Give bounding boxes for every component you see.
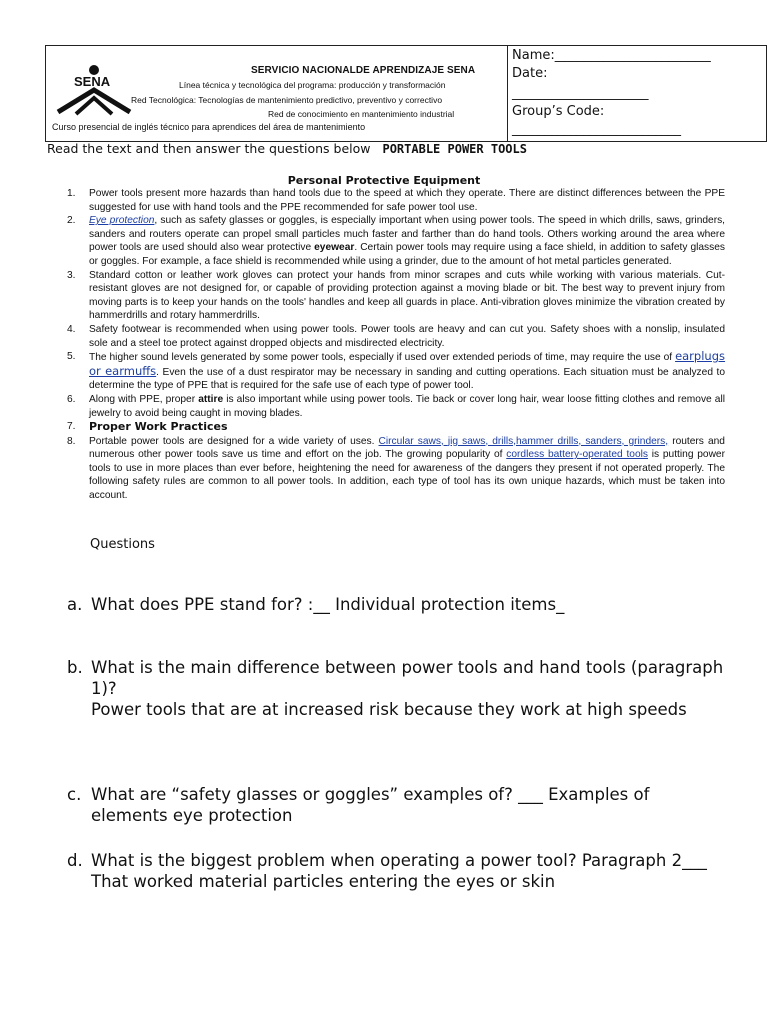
questions-heading: Questions (90, 537, 155, 552)
instruction-line (47, 141, 527, 156)
subheading-work-practices: Proper Work Practices (89, 420, 228, 434)
group-code-field[interactable]: __________________________ (512, 122, 681, 137)
list-item: 3. Standard cotton or leather work gloves can protect your hands from minor scrapes and cuts while working with various materials. Cut-resistant gloves are not designed for, or capable of providing protection against a moving blade or bit. The best way to prevent injury from moving parts is to keep your hands on the tools' handles and keep all guards in place. Anti-vibration gloves minimize the vibration created by hammerdrills and rotary hammerdrills. (67, 269, 725, 322)
date-label: Date: (512, 66, 548, 81)
header-institution-cell (46, 46, 508, 141)
date-field[interactable]: _____________________ (512, 86, 649, 101)
question-d: d. What is the biggest problem when operating a power tool? Paragraph 2___ That worked material particles entering the eyes or skin (67, 851, 707, 891)
tool-types-link[interactable]: Circular saws, jig saws, drills,hammer drills, sanders, grinders, (378, 435, 669, 447)
svg-text:SENA: SENA (74, 74, 111, 89)
cordless-tools-link[interactable]: cordless battery-operated tools (506, 449, 648, 461)
paragraph-list (67, 187, 725, 503)
section-title: Personal Protective Equipment (287, 174, 481, 187)
name-field[interactable]: Name:________________________ (512, 48, 711, 63)
header-line-knowledge: Red de conocimiento en mantenimiento industrial (268, 109, 455, 119)
list-item: 1. Power tools present more hazards than hand tools due to the speed at which they operate. There are distinct differences between the PPE suggested for use with hand tools and the PPE recommended for safe power tool use. (67, 188, 725, 213)
institution-name: SERVICIO NACIONALDE APRENDIZAJE SENA (251, 65, 476, 76)
list-item: 8. Portable power tools are designed for a wide variety of uses. Circular saws, jig saws, drills,hammer drills, sanders, grinders, routers and numerous other power tools save us time and effort on the job. The growing popularity of cordless battery-operated tools is putting power tools to use in more places than ever before, heightening the need for awareness of the dangers they present if not operated properly. The following safety rules are common to all power tools. In addition, each type of tool has its own unique hazards, which must be taken into account. (67, 435, 725, 502)
eye-protection-link[interactable]: Eye protection (89, 215, 155, 227)
topic-title: PORTABLE POWER TOOLS (382, 142, 527, 156)
list-item: 7. Proper Work Practices (67, 420, 228, 434)
instruction-text: Read the text and then answer the questions below (47, 141, 371, 156)
earplugs-link[interactable]: earplugs or earmuffs (89, 349, 725, 378)
question-a: a. What does PPE stand for? :__ Individual protection items_ (67, 595, 565, 614)
list-item: 6. Along with PPE, proper attire is also important while using power tools. Tie back or cover long hair, wear loose fitting clothes and remove all jewelry to avoid being caught in moving blades. (67, 393, 725, 419)
answer-b: Power tools that are at increased risk because they work at high speeds (91, 700, 687, 719)
question-c: c. What are “safety glasses or goggles” examples of? ___ Examples of elements eye protection (67, 785, 650, 825)
header-line-network: Red Tecnológica: Tecnologías de mantenimiento predictivo, preventivo y correctivo (131, 95, 443, 105)
header-line-technical: Línea técnica y tecnológica del programa: producción y transformación (179, 80, 446, 90)
question-b: b. What is the main difference between power tools and hand tools (paragraph 1)? Power tools that are at increased risk because they work at high speeds (67, 657, 727, 720)
course-name: Curso presencial de inglés técnico para aprendices del área de mantenimiento (52, 122, 366, 132)
list-item: 5. The higher sound levels generated by some power tools, especially if used over extended periods of time, may require the use of earplugs or earmuffs. Even the use of a dust respirator may be necessary in sanding and cutting operations. Each situation must be analyzed to determine the type of PPE that is required for the safe use of each type of power tool. (67, 349, 725, 392)
list-item: 2. Eye protection, such as safety glasses or goggles, is especially important when using power tools. The speed in which drills, saws, grinders, sanders and routers operate can propel small particles much faster and farther than do hand tools. Others working around the area where power tools are used should also wear protective eyewear. Certain power tools may require using a face shield, in addition to safety glasses or goggles. For example, a face shield is recommended while using a grinder, due to the amount of hot metal particles generated. (67, 215, 726, 267)
header-fields-cell (508, 46, 766, 141)
list-item: 4. Safety footwear is recommended when using power tools. Power tools are heavy and can cut you. Safety shoes with a nonslip, insulated sole and a steel toe protect against dropped objects and misdirected electricity. (67, 323, 725, 349)
group-code-label: Group’s Code: (512, 104, 605, 119)
sena-logo-icon (54, 64, 132, 116)
header-box (45, 45, 767, 142)
